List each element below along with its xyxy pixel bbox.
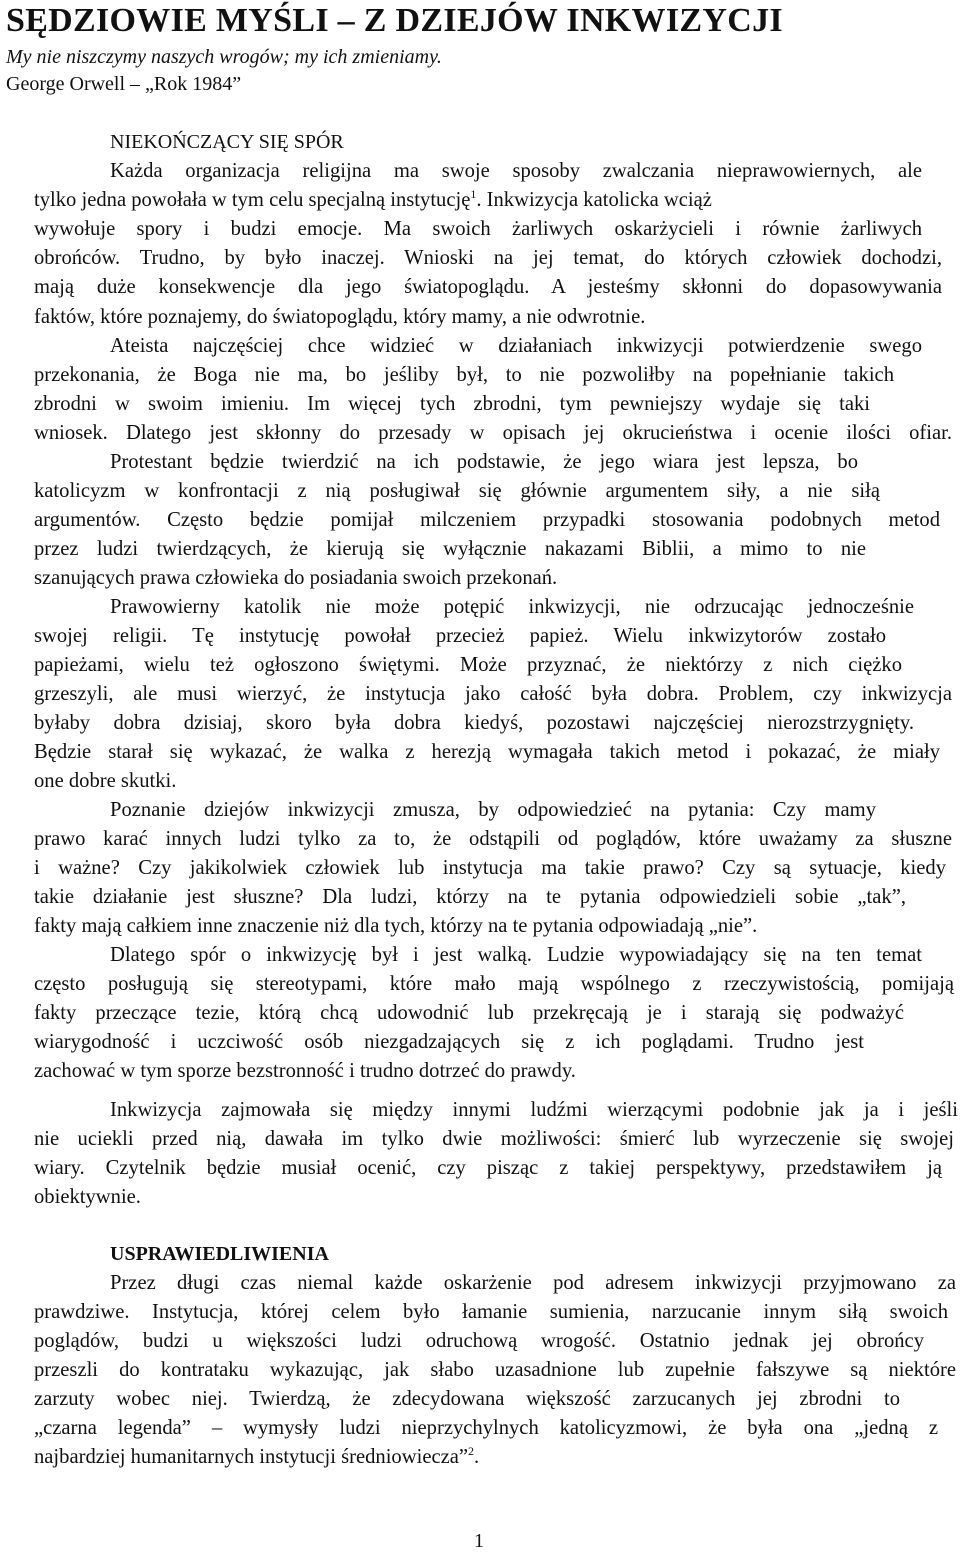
paragraph-line	[34, 186, 712, 215]
paragraph-line: katolicyzm w konfrontacji z nią posługiwał się głównie argumentem siły, a nie siłą	[34, 480, 880, 502]
paragraph-line: Każda organizacja religijna ma swoje sposoby zwalczania nieprawowiernych, ale	[110, 160, 922, 182]
paragraph-line: Ateista najczęściej chce widzieć w działaniach inkwizycji potwierdzenie swego	[110, 335, 922, 357]
paragraph-line: byłaby dobra dzisiaj, skoro była dobra kiedyś, pozostawi najczęściej nierozstrzygnięty.	[34, 712, 914, 734]
paragraph-line: Dlatego spór o inkwizycję był i jest walką. Ludzie wypowiadający się na ten temat	[110, 944, 922, 966]
paragraph-line: i ważne? Czy jakikolwiek człowiek lub instytucja ma takie prawo? Czy są sytuacje, kiedy	[34, 857, 946, 879]
footnote-marker: 2	[468, 1444, 475, 1459]
section-heading: NIEKOŃCZĄCY SIĘ SPÓR	[110, 131, 344, 153]
page-number: 1	[474, 1530, 484, 1552]
paragraph-line: często posługują się stereotypami, które mało mają wspólnego z rzeczywistością, pomijają	[34, 973, 954, 995]
epigraph-source: George Orwell – „Rok 1984”	[6, 73, 242, 95]
paragraph-line: obrońców. Trudno, by było inaczej. Wnioski na jej temat, do których człowiek dochodzi,	[34, 247, 942, 269]
section-heading: USPRAWIEDLIWIENIA	[110, 1243, 329, 1265]
paragraph-line: faktów, które poznajemy, do światopoglądu, który mamy, a nie odwrotnie.	[34, 306, 646, 328]
paragraph-line: fakty mają całkiem inne znaczenie niż dla tych, którzy na te pytania odpowiadają „nie”.	[34, 915, 758, 937]
paragraph-line: prawo karać innych ludzi tylko za to, że odstąpili od poglądów, które uważamy za słuszne	[34, 828, 952, 850]
paragraph-line: zbrodni w swoim imieniu. Im więcej tych zbrodni, tym pewniejszy wydaje się taki	[34, 393, 870, 415]
footnote-marker: 1	[470, 187, 477, 202]
epigraph-quote: My nie niszczymy naszych wrogów; my ich zmieniamy.	[6, 46, 442, 68]
paragraph-text: najbardziej humanitarnych instytucji średniowiecza”	[34, 1446, 469, 1468]
paragraph-line: przeszli do kontrataku wykazując, jak słabo uzasadnione lub zupełnie fałszywe są niektóre	[34, 1359, 956, 1381]
paragraph-line: „czarna legenda” – wymysły ludzi nieprzychylnych katolicyzmowi, że była ona „jedną z	[34, 1417, 938, 1439]
paragraph-line: wiarygodność i uczciwość osób niezgadzających się z ich poglądami. Trudno jest	[34, 1031, 864, 1053]
paragraph-line: mają duże konsekwencje dla jego światopoglądu. A jesteśmy skłonni do dopasowywania	[34, 276, 942, 298]
document-title: SĘDZIOWIE MYŚLI – Z DZIEJÓW INKWIZYCJI	[6, 2, 783, 39]
paragraph-line: wniosek. Dlatego jest skłonny do przesady w opisach jej okrucieństwa i ocenie ilości ofiar.	[34, 422, 952, 444]
paragraph-line: przez ludzi twierdzących, że kierują się wyłącznie nakazami Biblii, a mimo to nie	[34, 538, 866, 560]
paragraph-line: fakty przeczące tezie, którą chcą udowodnić lub przekręcają je i starają się podważyć	[34, 1002, 904, 1024]
paragraph-line: grzeszyli, ale musi wierzyć, że instytucja jako całość była dobra. Problem, czy inkwizycja	[34, 683, 952, 705]
paragraph-line: Poznanie dziejów inkwizycji zmusza, by odpowiedzieć na pytania: Czy mamy	[110, 799, 876, 821]
paragraph-line: nie uciekli przed nią, dawała im tylko dwie możliwości: śmierć lub wyrzeczenie się swojej	[34, 1128, 954, 1150]
paragraph-line: szanujących prawa człowieka do posiadania swoich przekonań.	[34, 567, 558, 589]
paragraph-line: przekonania, że Boga nie ma, bo jeśliby był, to nie pozwoliłby na popełnianie takich	[34, 364, 894, 386]
paragraph-text: tylko jedna powołała w tym celu specjalną instytucję	[34, 189, 471, 211]
paragraph-line: poglądów, budzi u większości ludzi odruchową wrogość. Ostatnio jednak jej obrońcy	[34, 1330, 924, 1352]
paragraph-line: wiary. Czytelnik będzie musiał ocenić, czy pisząc z takiej perspektywy, przedstawiłem ją	[34, 1157, 942, 1179]
paragraph-line: wywołuje spory i budzi emocje. Ma swoich żarliwych oskarżycieli i równie żarliwych	[34, 218, 922, 240]
paragraph-line: takie działanie jest słuszne? Dla ludzi, którzy na te pytania odpowiedzieli sobie „tak”,	[34, 886, 906, 908]
paragraph-text: . Inkwizycja katolicka wciąż	[476, 189, 712, 211]
paragraph-line: Przez długi czas niemal każde oskarżenie pod adresem inkwizycji przyjmowano za	[110, 1272, 956, 1294]
paragraph-line: obiektywnie.	[34, 1186, 141, 1208]
paragraph-line: prawdziwe. Instytucja, której celem było łamanie sumienia, narzucanie innym siłą swoich	[34, 1301, 948, 1323]
paragraph-line: papieżami, wielu też ogłoszono świętymi. Może przyznać, że niektórzy z nich ciężko	[34, 654, 902, 676]
paragraph-line	[34, 1443, 479, 1472]
paragraph-line: zarzuty wobec niej. Twierdzą, że zdecydowana większość zarzucanych jej zbrodni to	[34, 1388, 900, 1410]
paragraph-line: Inkwizycja zajmowała się między innymi ludźmi wierzącymi podobnie jak ja i jeśli	[110, 1099, 958, 1121]
paragraph-line: zachować w tym sporze bezstronność i trudno dotrzeć do prawdy.	[34, 1060, 576, 1082]
paragraph-line: one dobre skutki.	[34, 770, 177, 792]
paragraph-line: Protestant będzie twierdzić na ich podstawie, że jego wiara jest lepsza, bo	[110, 451, 858, 473]
paragraph-line: swojej religii. Tę instytucję powołał przecież papież. Wielu inkwizytorów zostało	[34, 625, 886, 647]
paragraph-line: Prawowierny katolik nie może potępić inkwizycji, nie odrzucając jednocześnie	[110, 596, 914, 618]
paragraph-text: .	[474, 1446, 480, 1468]
paragraph-line: Będzie starał się wykazać, że walka z herezją wymagała takich metod i pokazać, że miały	[34, 741, 940, 763]
paragraph-line: argumentów. Często będzie pomijał milczeniem przypadki stosowania podobnych metod	[34, 509, 940, 531]
